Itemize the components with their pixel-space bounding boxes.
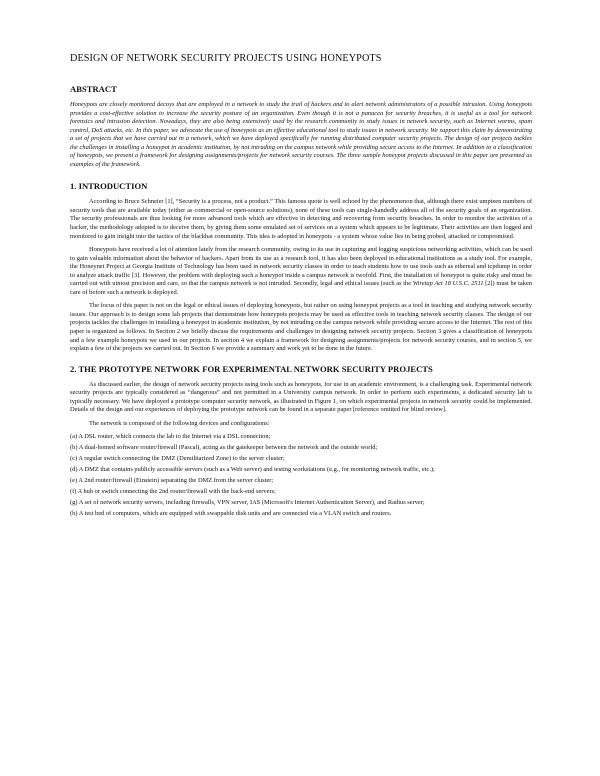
list-item: (h) A test bed of computers, which are equipped with swappable disk units and are connected via a VLAN switch and routers. <box>70 509 392 517</box>
device-list <box>70 433 532 518</box>
list-item: (e) A 2nd router/firewall (Einstein) separating the DMZ from the server cluster; <box>70 477 274 485</box>
abstract-text: Honeypots are closely monitored decoys that are employed in a network to study the trail of hackers and to alert network administrators of a possible intrusion. Using honeypots provides a cost-effective solution to increase the security posture of an organization. Even though it is not a panacea for security breaches, it is useful as a tool for network forensics and intrusion detection. Nowadays, they are also being extensively used by the research community to study issues in network security, such as Internet worms, spam control, DoS attacks, etc. In this paper, we advocate the use of honeypots as an effective educational tool to study issues in network security. We support this claim by demonstrating a set of projects that we have carried out in a network, which we have deployed specifically for running distributed computer security projects. The design of our projects tackles the challenges in installing a honeypot in academic institution, by not intruding on the campus network while providing secure access to the Internet. In addition to a classification of honeypots, we present a framework for designing assignments/projects for network security courses. The three sample honeypot projects discussed in this paper are presented as examples of the framework. <box>70 101 532 168</box>
section1-paragraph-2 <box>70 246 532 297</box>
list-item: (d) A DMZ that contains publicly accessible servers (such as a Web server) and testing workstations (e.g., for monitoring network traffic, etc.); <box>70 466 435 474</box>
section1-heading: 1. INTRODUCTION <box>70 181 148 192</box>
wiretap-act-citation: Wiretap Act 18 U.S.C. 2511 <box>412 280 484 288</box>
section1-paragraph-2-b: [2]) must be taken care of before such a network is deployed. <box>70 280 532 296</box>
section1-paragraph-2-a: Honeypots have received a lot of attention lately from the research community, owing to its use in capturing and logging suspicious networking activities, which can be used to gain valuable information about the behavior of hackers. Apart from its use as a research tool, it has also been deployed in educational institutions as a study tool. For example, the Honeynet Project at Georgia Institute of Technology has been used in network security classes in order to teach students how to use tools such as ethereal and tcpdump in order to analyze attack traffic [3]. However, the problem with deploying such a honeypot inside a campus network is twofold. First, the installation of honeypot is quite risky and must be carried out with utmost precision and care, so that the campus network is not intruded. Secondly, legal and ethical issues (such as the <box>70 246 532 288</box>
list-item: (g) A set of network security servers, including firewalls, VPN server, IAS (Microsoft's Internet Authentication Server), and Radius server; <box>70 499 425 507</box>
list-item: (a) A DSL router, which connects the lab to the Internet via a DSL connection; <box>70 433 271 441</box>
section2-paragraph-2: The network is composed of the following devices and configurations: <box>89 419 270 427</box>
paper-page <box>70 52 532 521</box>
list-item: (f) A hub or switch connecting the 2nd router/firewall with the back-end servers; <box>70 488 276 496</box>
paper-title: DESIGN OF NETWORK SECURITY PROJECTS USING HONEYPOTS <box>70 53 382 64</box>
section1-paragraph-3: The focus of this paper is not on the legal or ethical issues of deploying honeypots, but rather on using honeypot projects as a tool in teaching and studying network security issues. Our approach is to design some lab projects that demonstrate how honeypots projects may be used as effective tools in teaching network security classes. The design of our projects tackles the challenges in installing a honeypot in academic institution, by not intruding on the campus network while providing secure access to the Internet. The rest of this paper is organized as follows. In Section 2 we briefly discuss the requirements and challenges in designing network security projects. Section 3 gives a classification of honeypots and a few example honeypots we used in our projects. In section 4 we explain a framework for designing assignments/projects for network security courses, and in section 5, we explain a few of the projects we carried out. In Section 6 we provide a summary and work yet to be done in the future. <box>70 302 532 353</box>
list-item: (b) A dual-homed software router/firewall (Pascal), acting as the gatekeeper between the network and the outside world; <box>70 444 378 452</box>
section1-paragraph-1: According to Bruce Schneier [1], “Security is a process, not a product.” This famous quote is well echoed by the phenomenon that, although there exist umpteen numbers of security tools that are available today (either as commercial or open-source solutions), none of these tools can single-handedly address all of the security goals of an organization. The security professionals are thus looking for more advanced tools which are effective in detecting and recovering from security breaches. In order to monitor the activities of a hacker, the methodology adopted is to deceive them, by giving them some emulated set of services on a system which appears to be legitimate. Their activities are then logged and monitored to gain insight into the tactics of the blackhat community. This idea is adopted in honeypots - a system whose value lies in being probed, attacked or compromised. <box>70 198 532 240</box>
section2-paragraph-1: As discussed earlier, the design of network security projects using tools such as honeypots, for use in an academic environment, is a challenging task. Experimental network security projects are typically considered as “dangerous” and not permitted in a University campus network. In order to perform such experiments, a dedicated security lab is typically necessary. We have deployed a prototype computer security network, as illustrated in Figure 1, on which experimental projects in network security could be implemented. Details of the design and our experiences of deploying the prototype network can be found in a separate paper [reference omitted for blind review]. <box>70 380 532 414</box>
list-item: (c) A regular switch connecting the DMZ (Demilitarized Zone) to the server cluster; <box>70 455 285 463</box>
abstract-heading: ABSTRACT <box>70 84 117 94</box>
section2-heading: 2. THE PROTOTYPE NETWORK FOR EXPERIMENTAL NETWORK SECURITY PROJECTS <box>70 363 433 374</box>
